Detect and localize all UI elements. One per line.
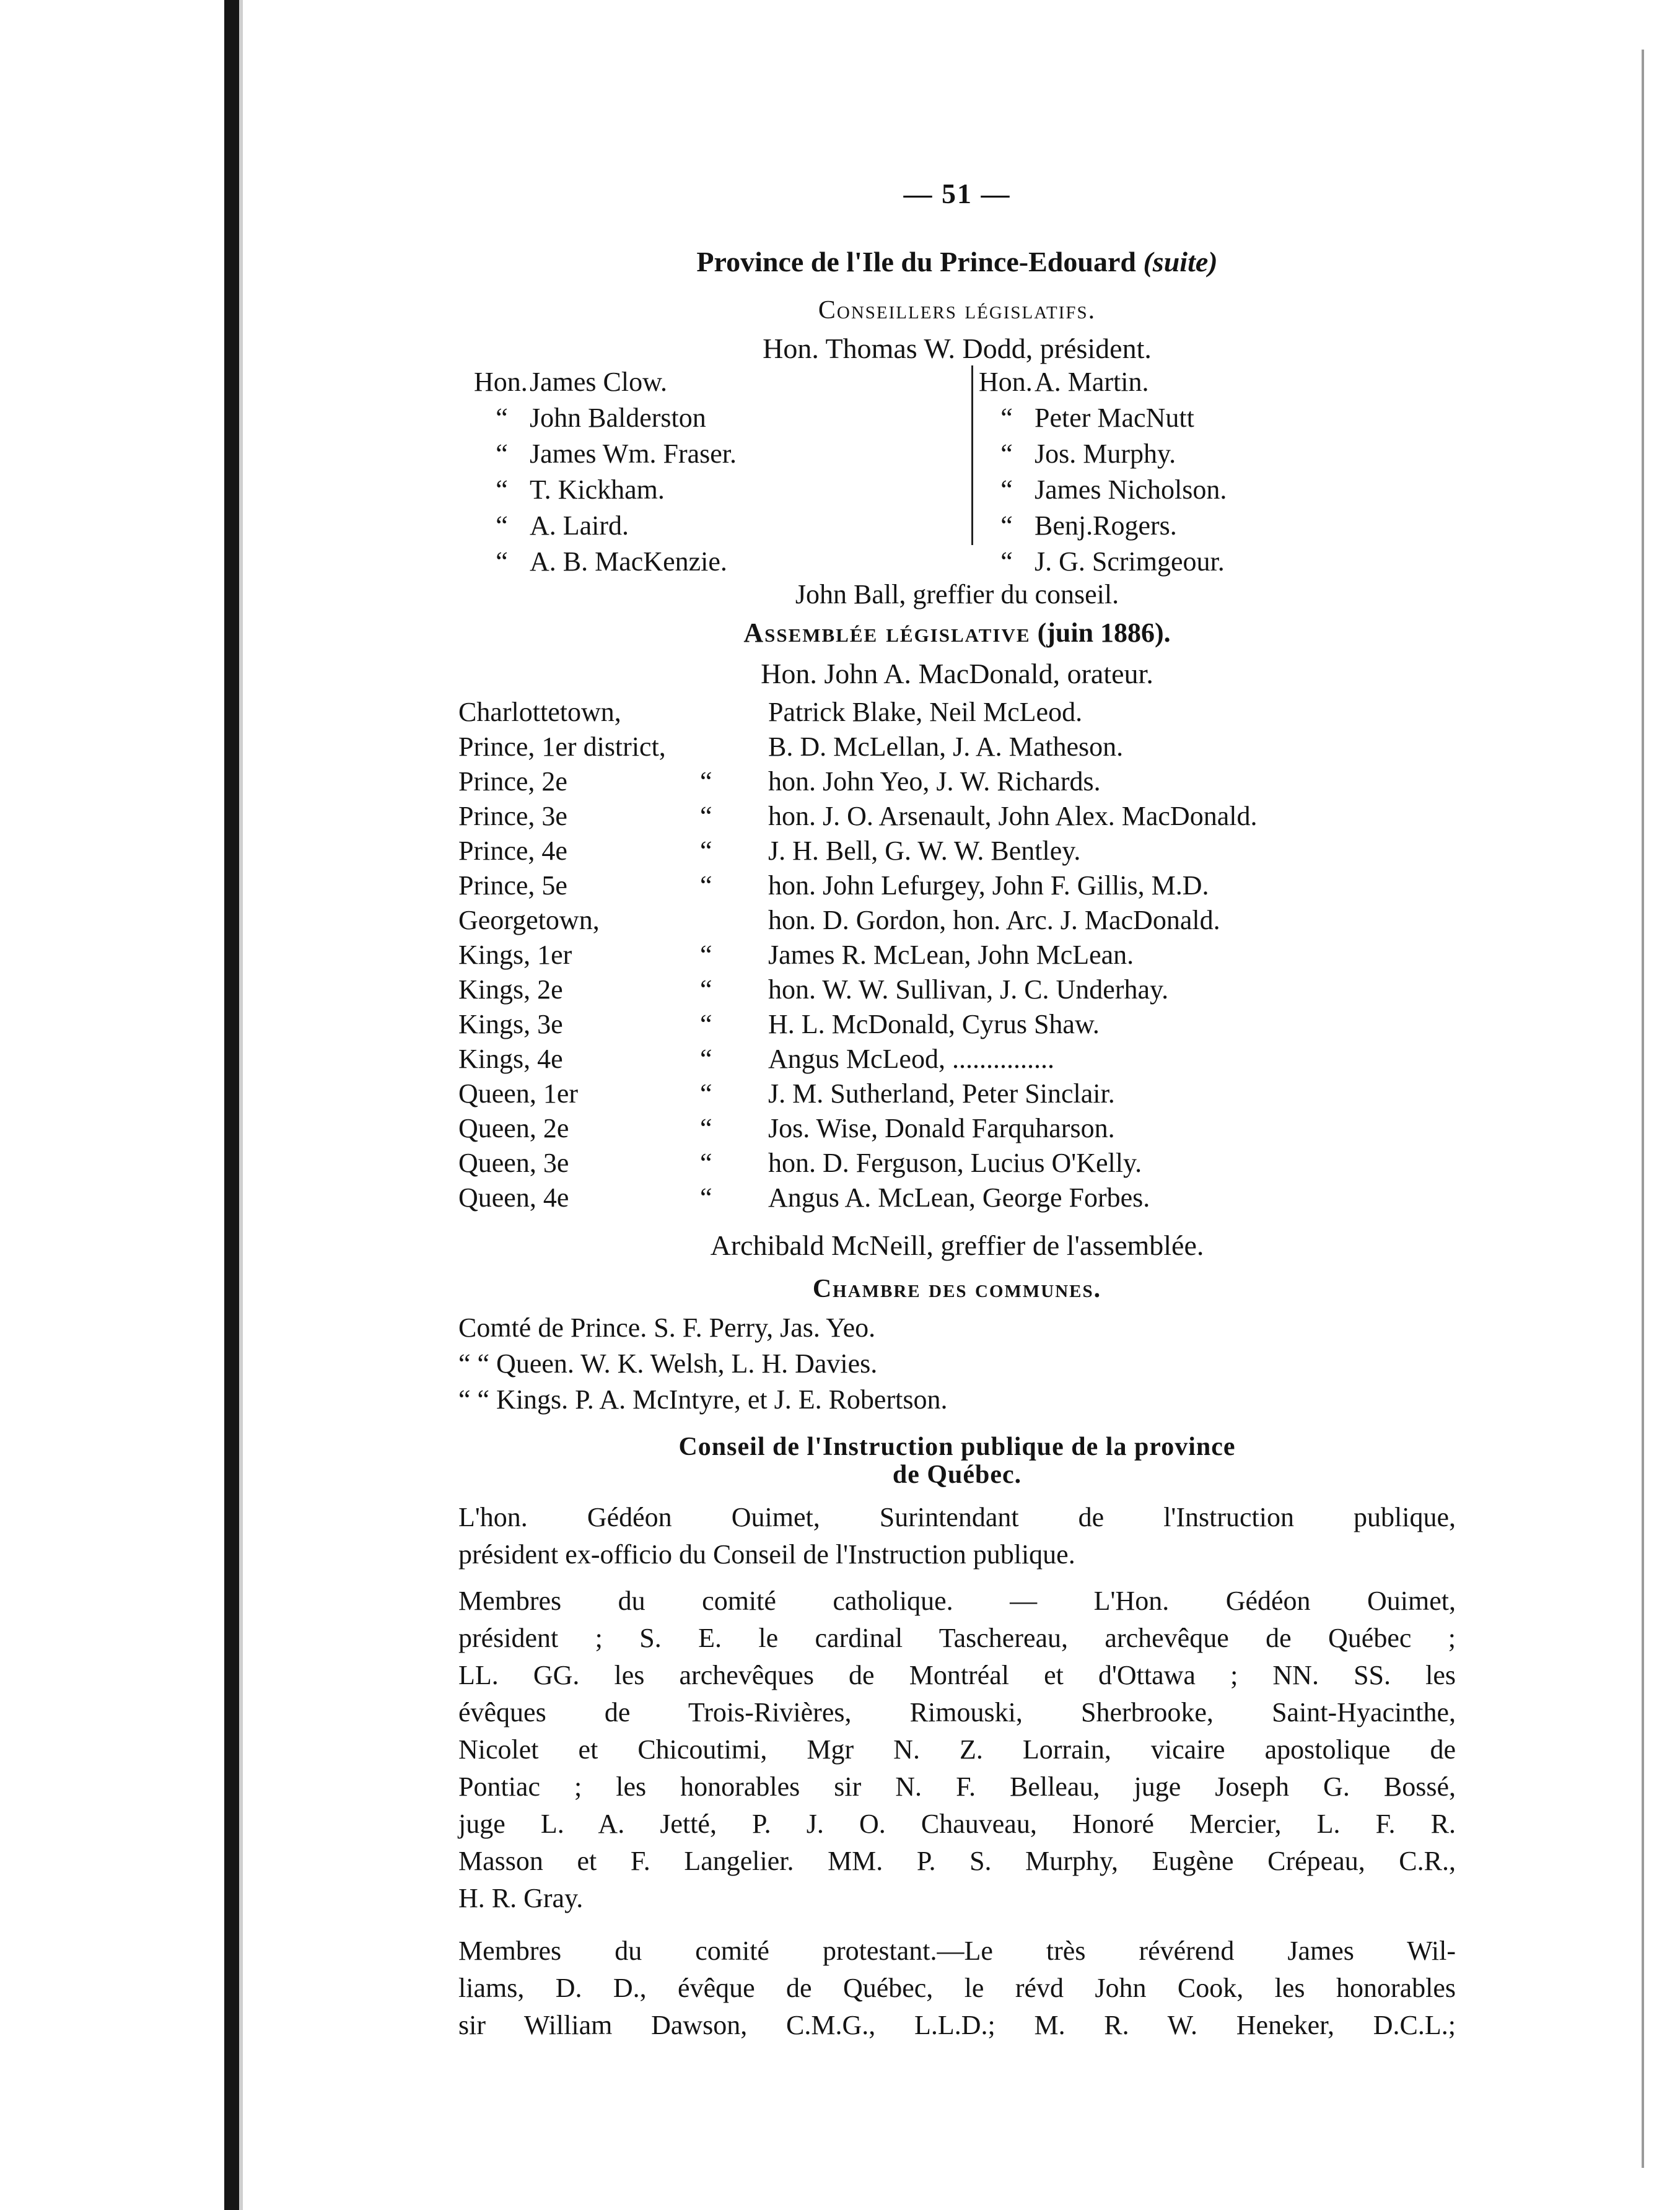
text-line: H. R. Gray. [458, 1883, 584, 1913]
text-line: LL. GG. les archevêques de Montréal et d'Ottawa ; NN. SS. les [458, 1660, 1456, 1690]
text-line: liams, D. D., évêque de Québec, le révd John Cook, les honorables [458, 1973, 1456, 2003]
council-member: “ A. Laird. [496, 510, 629, 541]
council-member: “ Benj.Rogers. [1000, 510, 1177, 541]
column-divider [971, 365, 973, 545]
council-member: “ James Nicholson. [1000, 474, 1227, 505]
text-line: Membres du comité catholique. — L'Hon. Gédéon Ouimet, [458, 1586, 1456, 1616]
text-line: président ; S. E. le cardinal Taschereau, archevêque de Québec ; [458, 1623, 1456, 1653]
text-line: Masson et F. Langelier. MM. P. S. Murphy, Eugène Crépeau, C.R., [458, 1846, 1456, 1876]
paragraph-catholic-committee [458, 1583, 1456, 1917]
council-member: “ James Wm. Fraser. [496, 439, 737, 469]
council-title: Conseillers législatifs. [818, 296, 1096, 325]
text-line: sir William Dawson, C.M.G., L.L.D.; M. R. W. Heneker, D.C.L.; [458, 2010, 1456, 2040]
text-line: juge L. A. Jetté, P. J. O. Chauveau, Honoré Mercier, L. F. R. [458, 1809, 1456, 1839]
commons-title: Chambre des communes. [812, 1275, 1102, 1303]
assembly-speaker: Hon. John A. MacDonald, orateur. [761, 658, 1153, 689]
paragraph-superintendent [458, 1499, 1456, 1573]
page-number: — 51 — [903, 178, 1011, 209]
text-line: Membres du comité protestant.—Le très révérend James Wil- [458, 1936, 1456, 1966]
commons-line: “ “ Kings. P. A. McIntyre, et J. E. Robertson. [458, 1384, 948, 1415]
council-member: “ J. G. Scrimgeour. [1000, 546, 1225, 577]
section-heading-text: Province de l'Ile du Prince-Edouard [696, 246, 1136, 277]
assembly-date: (juin 1886). [1037, 618, 1171, 648]
text-line: évêques de Trois-Rivières, Rimouski, Sherbrooke, Saint-Hyacinthe, [458, 1697, 1456, 1727]
commons-line: “ “ Queen. W. K. Welsh, L. H. Davies. [458, 1348, 878, 1379]
spine-shadow [239, 0, 243, 2210]
page-edge [1642, 50, 1644, 2168]
section-heading-suffix: (suite) [1143, 246, 1218, 277]
text-line: président ex-officio du Conseil de l'Instruction publique. [458, 1539, 1075, 1570]
assembly-heading [458, 619, 1456, 647]
council-member: Hon.A. Martin. [979, 367, 1149, 397]
instruction-title-line2: de Québec. [892, 1461, 1022, 1489]
council-clerk: John Ball, greffier du conseil. [795, 579, 1119, 609]
paragraph-protestant-committee [458, 1933, 1456, 2044]
text-line: Pontiac ; les honorables sir N. F. Belleau, juge Joseph G. Bossé, [458, 1771, 1456, 1802]
assembly-clerk: Archibald McNeill, greffier de l'assemblée. [710, 1229, 1204, 1261]
text-line: Nicolet et Chicoutimi, Mgr N. Z. Lorrain, vicaire apostolique de [458, 1734, 1456, 1765]
commons-line: Comté de Prince. S. F. Perry, Jas. Yeo. [458, 1312, 876, 1343]
section-heading [458, 248, 1456, 276]
council-president: Hon. Thomas W. Dodd, président. [763, 333, 1152, 364]
text-line: L'hon. Gédéon Ouimet, Surintendant de l'Instruction publique, [458, 1502, 1456, 1532]
assembly-title: Assemblée législative [743, 618, 1031, 648]
council-member: “ John Balderston [496, 403, 706, 433]
council-member: “ A. B. MacKenzie. [496, 546, 727, 577]
book-spine [224, 0, 239, 2210]
council-member: Hon.James Clow. [474, 367, 668, 397]
council-member: “ Peter MacNutt [1000, 403, 1194, 433]
council-member: “ Jos. Murphy. [1000, 439, 1176, 469]
instruction-title-line1: Conseil de l'Instruction publique de la province [678, 1433, 1236, 1461]
council-member: “ T. Kickham. [496, 474, 665, 505]
